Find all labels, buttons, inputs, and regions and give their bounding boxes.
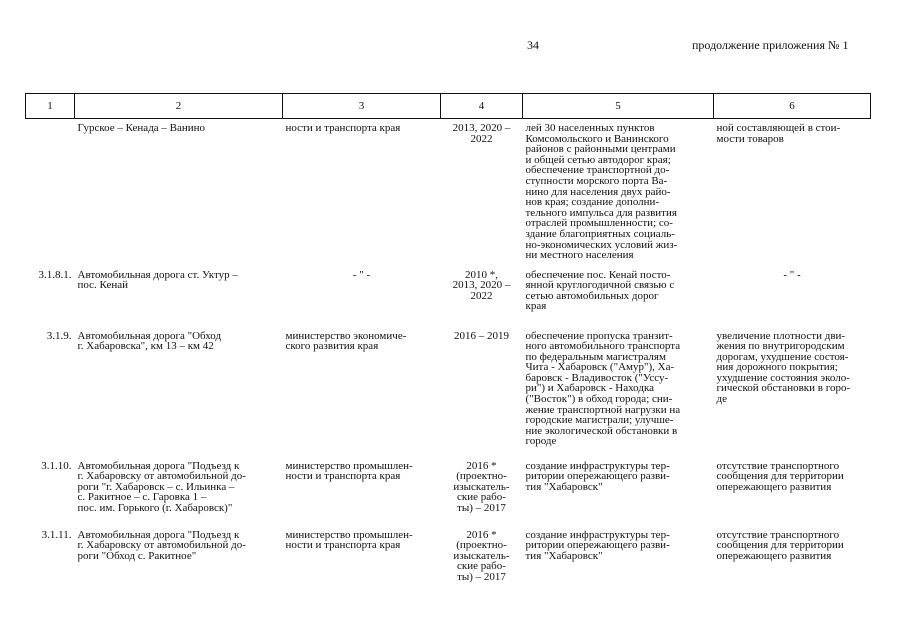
years-line: изыскатель- [453,480,510,493]
risk-line: увеличение плотности дви- [716,329,846,342]
program-table [25,93,871,590]
years-line: (проектно- [456,470,507,483]
years-line: ты) – 2017 [457,570,506,583]
effect-line: ние экологической обстановки в [525,424,678,437]
effect-line: и общей сетью автодорог края; [525,153,671,166]
table-row [26,457,871,526]
risk-cell [714,327,871,457]
risk-line: мости товаров [716,132,784,145]
item-number-cell [26,266,75,327]
effect-line: тия "Хабаровск" [525,480,603,493]
item-number-cell [26,327,75,457]
road-name-line: с. Ракитное – с. Гаровка 1 – [77,491,207,504]
risk-line: отсутствие транспортного [716,459,840,472]
road-cell [75,457,283,526]
organization-cell [283,526,441,590]
risk-line: сообщения для территории [716,470,844,483]
item-number: 3.1.10. [41,459,72,472]
organization-cell [283,327,441,457]
column-number: 2 [75,94,283,119]
road-name-line: г. Хабаровску от автомобильной до- [77,470,246,483]
effect-line: ("Восток") в обход города; сни- [525,393,673,406]
effect-line: тельного импульса для развития [525,206,677,219]
years-line: ты) – 2017 [457,501,506,514]
years-cell [441,327,523,457]
effect-line: янной круглогодичной связью с [525,279,675,292]
table-row [26,526,871,590]
risk-line: ния дорожного покрытия; [716,361,838,374]
effect-line: городские магистрали; улучше- [525,414,674,427]
risk-line: отсутствие транспортного [716,528,840,541]
years-line: ские рабо- [457,560,506,573]
risk-line: дорогам, ухудшение состоя- [716,350,849,363]
risk-cell [714,457,871,526]
effect-line: здание благоприятных социаль- [525,227,675,240]
effect-cell [523,266,714,327]
effect-line: обеспечение транспортной до- [525,164,670,177]
effect-line: лей 30 населенных пунктов [525,122,655,134]
item-number: 3.1.8.1. [38,268,72,281]
organization-line: министерство экономиче- [285,329,407,342]
organization-cell [283,119,441,266]
effect-line: жение транспортной нагрузки на [525,403,681,416]
effect-line: обеспечение пос. Кенай посто- [525,268,671,281]
road-name-line: роги "г. Хабаровск – с. Ильинка – [77,480,235,493]
road-name-line: пос. Кенай [77,279,128,292]
road-name-line: пос. им. Горького (г. Хабаровск)" [77,501,233,514]
years-line: 2022 [470,289,493,302]
risk-line: сообщения для территории [716,539,844,552]
risk-line: - " - [783,268,801,281]
effect-line: нино для населения двух райо- [525,185,671,198]
effect-line: ритории опережающего разви- [525,470,670,483]
effect-line: по федеральным магистралям [525,350,666,363]
road-name-line: Гурское – Кенада – Ванино [77,122,206,134]
effect-line: ни местного населения [525,249,634,262]
road-cell [75,526,283,590]
road-cell [75,327,283,457]
risk-line: гической обстановки в горо- [716,382,851,395]
effect-line: ного автомобильного транспорта [525,340,681,353]
years-line: 2016 – 2019 [454,329,509,342]
effect-line: создание инфраструктуры тер- [525,528,670,541]
risk-line: жения по внутригородским [716,340,845,353]
organization-cell [283,266,441,327]
effect-line: создание инфраструктуры тер- [525,459,670,472]
item-number: 3.1.11. [41,528,72,541]
risk-line: ной составляющей в стои- [716,122,841,134]
organization-line: ности и транспорта края [285,470,401,483]
risk-line: опережающего развития [716,480,832,493]
table-row [26,266,871,327]
effect-line: баровск - Владивосток ("Уссу- [525,371,669,384]
years-cell [441,526,523,590]
organization-line: ского развития края [285,340,379,353]
table-row [26,119,871,266]
road-cell [75,266,283,327]
running-header: продолжение приложения № 1 [692,38,849,52]
item-number-cell [26,457,75,526]
page-number: 34 [527,38,539,52]
effect-line: ри") и Хабаровск - Находка [525,382,654,395]
organization-line: министерство промышлен- [285,528,413,541]
organization-line: министерство промышлен- [285,459,413,472]
risk-cell [714,266,871,327]
table-row [26,327,871,457]
column-number: 6 [714,94,871,119]
effect-cell [523,327,714,457]
effect-cell [523,119,714,266]
years-line: 2022 [470,132,493,145]
years-cell [441,266,523,327]
column-number-row [26,94,871,119]
item-number-cell [26,526,75,590]
organization-cell [283,457,441,526]
years-line: 2016 * [466,459,497,472]
effect-line: обеспечение пропуска транзит- [525,329,673,342]
effect-line: районов с районными центрами [525,143,676,156]
years-line: 2016 * [466,528,497,541]
risk-line: де [716,393,727,406]
road-name-line: Автомобильная дорога "Обход [77,329,222,342]
column-number: 4 [441,94,523,119]
column-number: 3 [283,94,441,119]
risk-cell [714,526,871,590]
effect-line: края [525,300,547,313]
years-line: 2013, 2020 – [452,279,511,292]
years-line: 2010 *, [465,268,498,281]
organization-line: - " - [352,268,371,281]
effect-line: ритории опережающего разви- [525,539,670,552]
years-cell [441,457,523,526]
risk-cell [714,119,871,266]
effect-line: но-экономических условий жиз- [525,238,678,251]
effect-line: тия "Хабаровск" [525,549,603,562]
road-name-line: г. Хабаровску от автомобильной до- [77,539,246,552]
years-line: 2013, 2020 – [452,122,511,134]
organization-line: ности и транспорта края [285,122,401,134]
years-line: ские рабо- [457,491,506,504]
item-number: 3.1.9. [46,329,72,342]
road-name-line: г. Хабаровска", км 13 – км 42 [77,340,214,353]
effect-line: ступности морского порта Ва- [525,174,668,187]
effect-line: отраслей промышленности; со- [525,217,673,230]
column-number: 1 [26,94,75,119]
risk-line: ухудшение состояния эколо- [716,371,850,384]
years-cell [441,119,523,266]
item-number-cell [26,119,75,266]
road-cell [75,119,283,266]
organization-line: ности и транспорта края [285,539,401,552]
effect-line: нов края; создание дополни- [525,196,660,209]
effect-cell [523,526,714,590]
risk-line: опережающего развития [716,549,832,562]
road-name-line: роги "Обход с. Ракитное" [77,549,197,562]
effect-line: Комсомольского и Ванинского [525,132,669,145]
road-name-line: Автомобильная дорога "Подъезд к [77,528,240,541]
effect-line: сетью автомобильных дорог [525,289,659,302]
effect-line: городе [525,435,557,448]
road-name-line: Автомобильная дорога ст. Уктур – [77,268,238,281]
column-number: 5 [523,94,714,119]
years-line: изыскатель- [453,549,510,562]
road-name-line: Автомобильная дорога "Подъезд к [77,459,240,472]
effect-cell [523,457,714,526]
effect-line: Чита - Хабаровск ("Амур"), Ха- [525,361,675,374]
years-line: (проектно- [456,539,507,552]
